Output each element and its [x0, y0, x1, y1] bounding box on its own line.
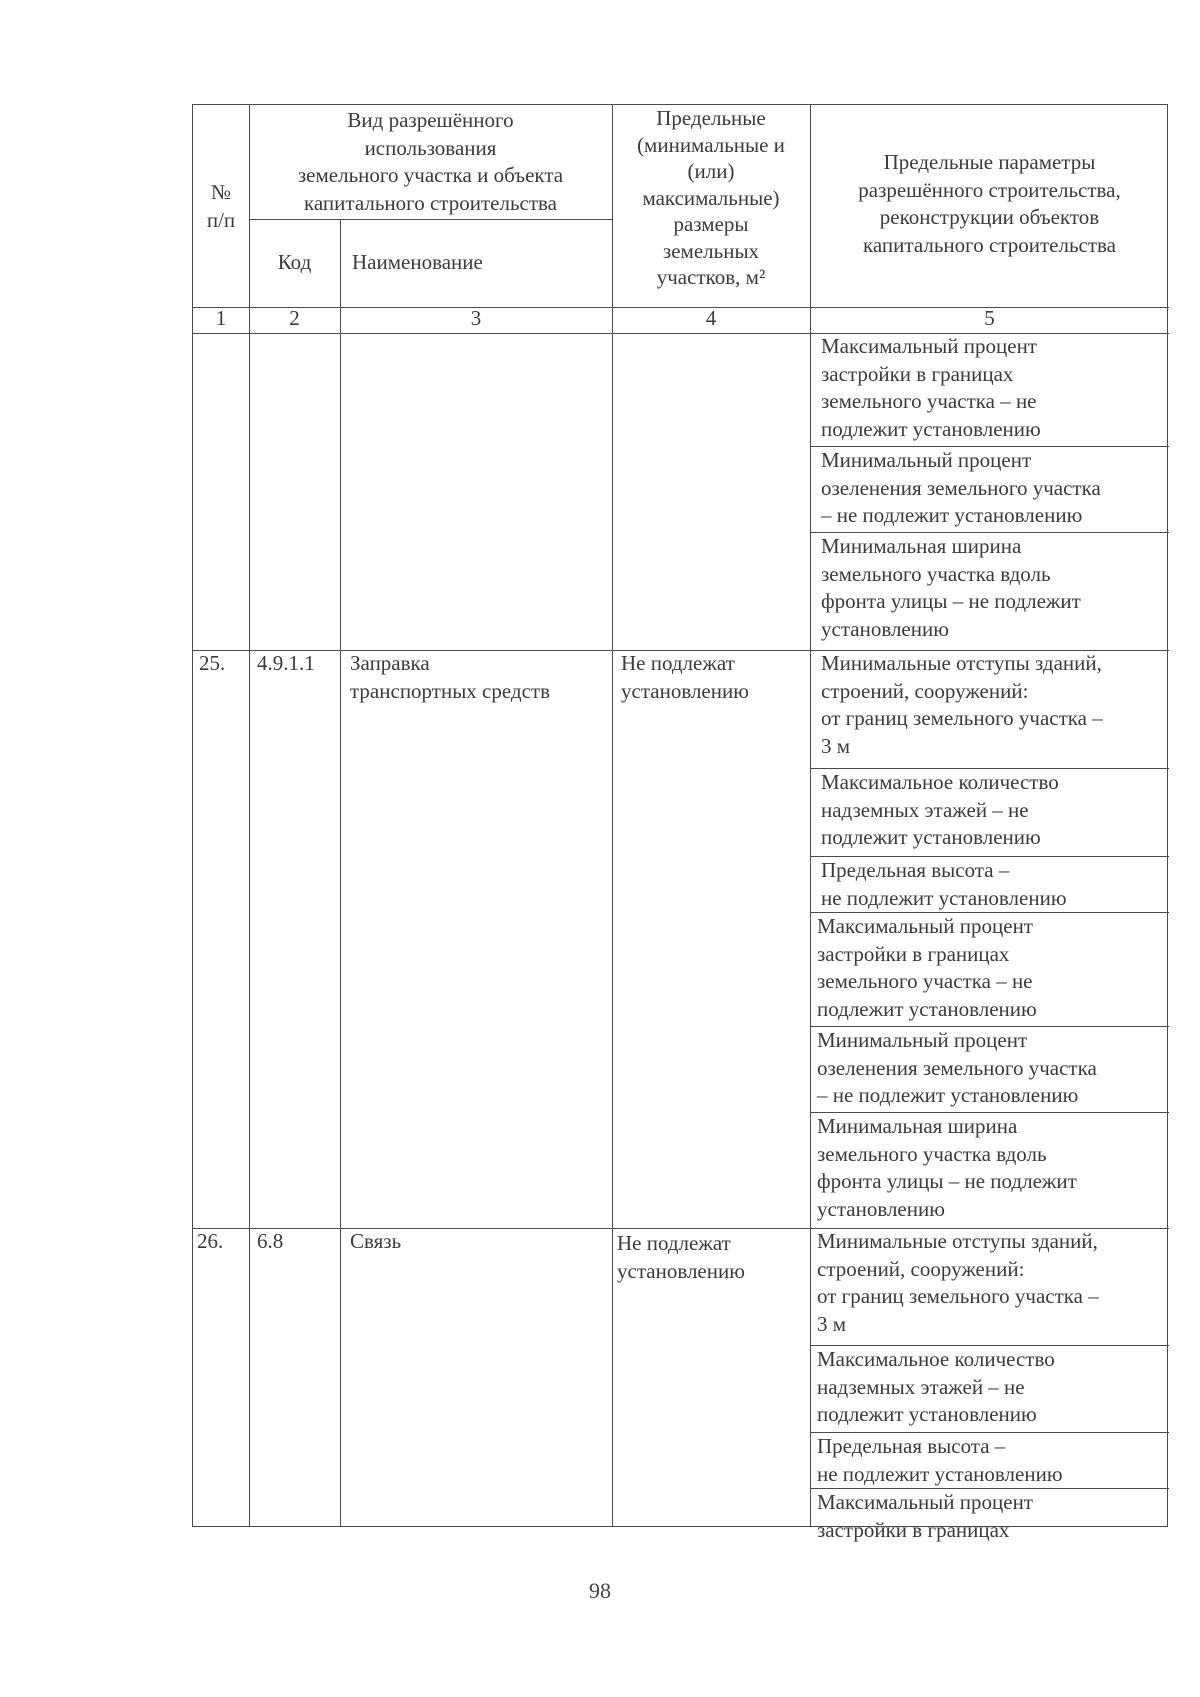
param-cell: Предельная высота – не подлежит установлению	[817, 1434, 1063, 1486]
param-cell: Максимальный процент застройки в границах земельного участка – не подлежит установлению	[817, 914, 1037, 1021]
regulations-table	[192, 104, 1168, 1542]
row-name: Заправка транспортных средств	[350, 651, 551, 703]
page-number: 98	[589, 1578, 611, 1603]
header-col-code: Код	[277, 250, 312, 274]
column-number: 2	[289, 306, 300, 330]
header-col-permitted-use: Вид разрешённого использования земельного участка и объекта капитального строительства	[297, 108, 564, 215]
header-col-number: № п/п	[206, 180, 236, 232]
header-col-plot-sizes: Предельные (минимальные и (или) максимальные) размеры земельных участков, м²	[637, 106, 785, 289]
row-number: 26.	[197, 1229, 224, 1253]
row-number: 25.	[199, 651, 226, 675]
column-number: 5	[984, 306, 995, 330]
param-cell: Максимальное количество надземных этажей – не подлежит установлению	[821, 770, 1059, 849]
row-plot-sizes: Не подлежат установлению	[617, 1231, 745, 1283]
param-cell: Минимальная ширина земельного участка вдоль фронта улицы – не подлежит установлению	[821, 534, 1081, 641]
row-code: 6.8	[257, 1229, 284, 1253]
param-cell: Минимальные отступы зданий, строений, сооружений: от границ земельного участка – 3 м	[817, 1229, 1099, 1336]
column-number: 3	[470, 306, 482, 330]
header-col-name: Наименование	[352, 250, 483, 274]
row-plot-sizes: Не подлежат установлению	[621, 651, 749, 703]
row-code: 4.9.1.1	[257, 651, 315, 675]
column-number: 4	[705, 306, 717, 330]
param-cell: Минимальные отступы зданий, строений, сооружений: от границ земельного участка – 3 м	[821, 651, 1103, 758]
param-cell: Максимальный процент застройки в границах земельного участка – не подлежит установлению	[821, 334, 1041, 441]
column-number: 1	[215, 306, 227, 330]
param-cell: Минимальный процент озеленения земельного участка – не подлежит установлению	[817, 1028, 1097, 1107]
param-cell: Минимальная ширина земельного участка вдоль фронта улицы – не подлежит установлению	[817, 1114, 1077, 1221]
header-col-parameters: Предельные параметры разрешённого строительства, реконструкции объектов капитального строительства	[858, 150, 1121, 257]
subheader-divider	[249, 219, 612, 220]
row-name: Связь	[350, 1229, 402, 1253]
param-cell: Предельная высота – не подлежит установлению	[821, 858, 1067, 910]
col-divider	[340, 219, 341, 1526]
param-cell: Максимальный процент застройки в границах	[817, 1490, 1033, 1542]
param-cell: Максимальное количество надземных этажей – не подлежит установлению	[817, 1347, 1055, 1426]
param-cell: Минимальный процент озеленения земельного участка – не подлежит установлению	[821, 448, 1101, 527]
